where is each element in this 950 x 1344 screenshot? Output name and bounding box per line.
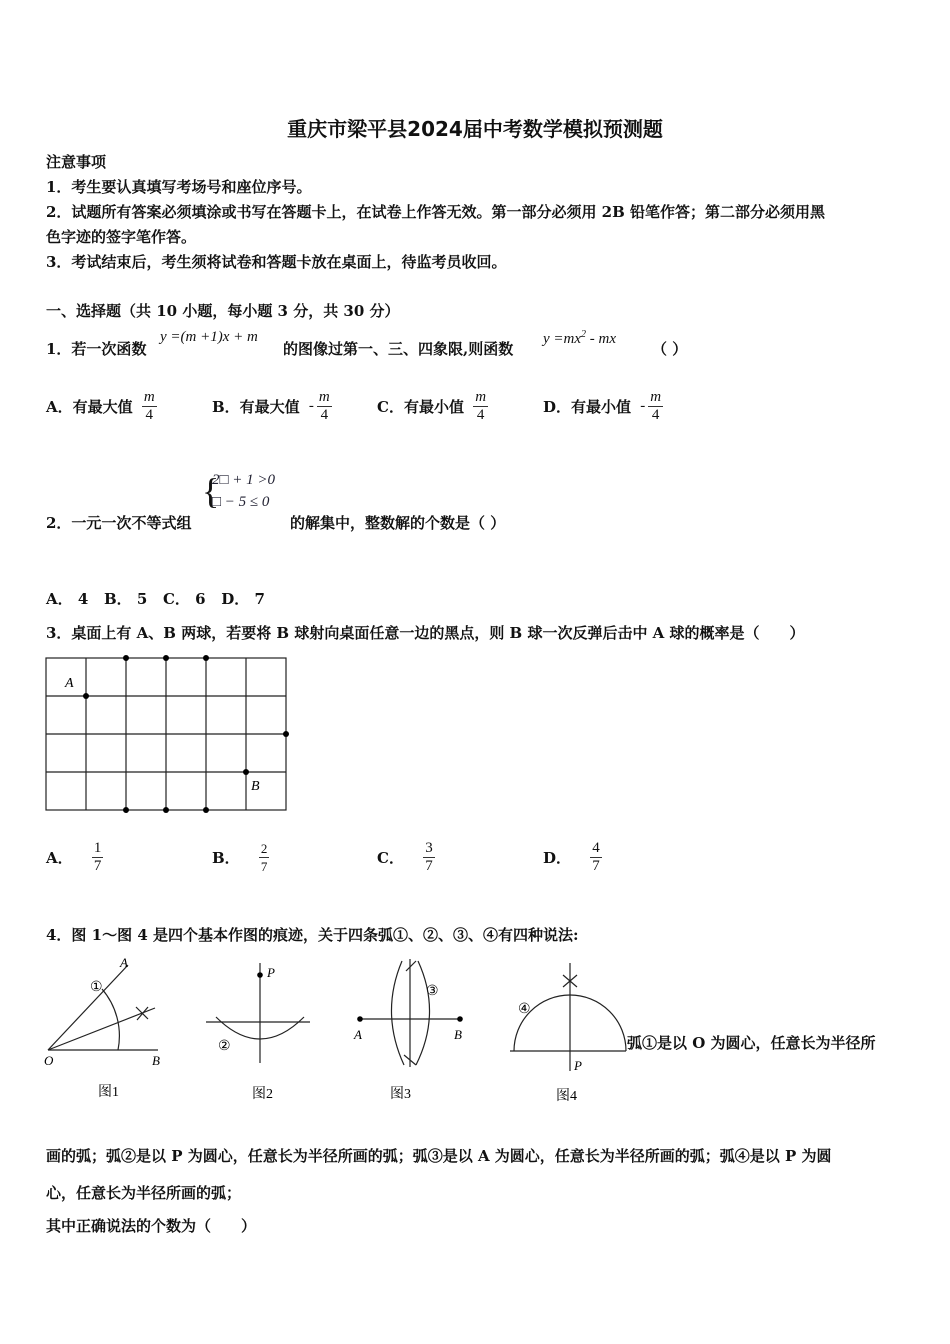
inequality-1: 2□ + 1 >0	[212, 472, 276, 488]
notice-item: 1．考生要认真填写考场号和座位序号。	[46, 178, 312, 196]
fig2-label-p: P	[267, 965, 275, 980]
page-title: 重庆市梁平县2024届中考数学模拟预测题	[287, 117, 663, 141]
fig1-label-b: B	[152, 1053, 160, 1068]
q3-option-c[interactable]: C． $\frac{3}{7}$	[377, 840, 433, 874]
q1-formula-1: y =(m +1)x + m	[160, 329, 258, 345]
q4-text: 4．图 1～图 4 是四个基本作图的痕迹，关于四条弧①、②、③、④有四种说法:	[46, 926, 579, 944]
q4-continuation-1: 画的弧；弧②是以 P 为圆心，任意长为半径所画的弧；弧③是以 A 为圆心，任意长为半径所画的弧；弧④是以 P 为圆	[46, 1147, 832, 1165]
q3-grid-figure	[40, 650, 300, 820]
section-heading: 一、选择题（共 10 小题，每小题 3 分，共 30 分）	[46, 302, 400, 320]
fig2-arc-label: ②	[218, 1039, 231, 1054]
fig3-arc-label: ③	[426, 984, 439, 999]
notice-item: 2．试题所有答案必须填涂或书写在答题卡上，在试卷上作答无效。第一部分必须用 2B 铅笔作答；第二部分必须用黑	[46, 203, 826, 221]
q1-text-mid: 的图像过第一、三、四象限,则函数	[283, 340, 514, 358]
notice-item: 色字迹的签字笔作答。	[46, 228, 197, 246]
inequality-2: □ − 5 ≤ 0	[212, 494, 270, 510]
ball-b	[243, 769, 249, 775]
q4-continuation-2: 心，任意长为半径所画的弧；	[46, 1184, 242, 1202]
q2-text-end: 的解集中，整数解的个数是（ ）	[290, 514, 506, 532]
label-a: A	[65, 676, 74, 691]
q4-side-text: 弧①是以 O 为圆心，任意长为半径所	[627, 1034, 876, 1052]
q4-question: 其中正确说法的个数为（ ）	[46, 1217, 257, 1235]
fig1-label-a: A	[120, 955, 128, 970]
fig1-angle-bisector	[48, 965, 158, 1050]
q3-option-a[interactable]: A． $\frac{1}{7}$	[46, 840, 102, 874]
q1-answer-paren: （ ）	[652, 340, 688, 358]
fig1-arc-label: ①	[90, 980, 103, 995]
fig3-label-a: A	[354, 1027, 362, 1042]
q2-text-pre: 2．一元一次不等式组	[46, 514, 192, 532]
label-b: B	[251, 779, 260, 794]
q1-option-d[interactable]: D．有最小值 - $\frac{m}{4}$	[543, 389, 662, 423]
fig3-label-b: B	[454, 1027, 462, 1042]
fig3-perpendicular-bisector	[360, 959, 460, 1067]
q3-option-b[interactable]: B． $\frac{2}{7}$	[212, 841, 268, 874]
fig3-caption: 图3	[390, 1087, 411, 1102]
grid-lines	[46, 658, 286, 810]
q1-text-pre: 1．若一次函数	[46, 340, 147, 358]
notice-item: 3．考试结束后，考生须将试卷和答题卡放在桌面上，待监考员收回。	[46, 253, 507, 271]
brace: {	[202, 471, 220, 511]
ball-a	[83, 693, 89, 699]
fig2-caption: 图2	[252, 1087, 273, 1102]
q1-option-a[interactable]: A．有最大值 $\frac{m}{4}$	[46, 389, 155, 423]
fig4-caption: 图4	[556, 1089, 577, 1104]
fig1-caption: 图1	[98, 1085, 119, 1100]
q3-option-d[interactable]: D． $\frac{4}{7}$	[543, 840, 600, 874]
fig4-label-p: P	[574, 1058, 582, 1073]
notice-heading: 注意事项	[46, 153, 107, 171]
q4-figures	[40, 953, 630, 1113]
q1-formula-2: $y =mx^2$ - mx	[543, 329, 617, 347]
q2-inequality-system	[202, 472, 292, 516]
q1-option-c[interactable]: C．有最小值 $\frac{m}{4}$	[377, 389, 487, 423]
fig4-arc-label: ④	[518, 1002, 531, 1017]
fig4-perpendicular-at-point	[510, 963, 626, 1071]
q2-options[interactable]: A． 4 B． 5 C． 6 D． 7	[46, 590, 265, 608]
fig1-label-o: O	[44, 1053, 54, 1068]
fig3-point-a	[357, 1016, 363, 1022]
fig2-point-p	[257, 972, 263, 978]
q3-text: 3．桌面上有 A、B 两球，若要将 B 球射向桌面任意一边的黑点，则 B 球一次反弹后击中 A 球的概率是（ ）	[46, 624, 805, 642]
q1-option-b[interactable]: B．有最大值 - $\frac{m}{4}$	[212, 389, 330, 423]
fig3-point-b	[457, 1016, 463, 1022]
